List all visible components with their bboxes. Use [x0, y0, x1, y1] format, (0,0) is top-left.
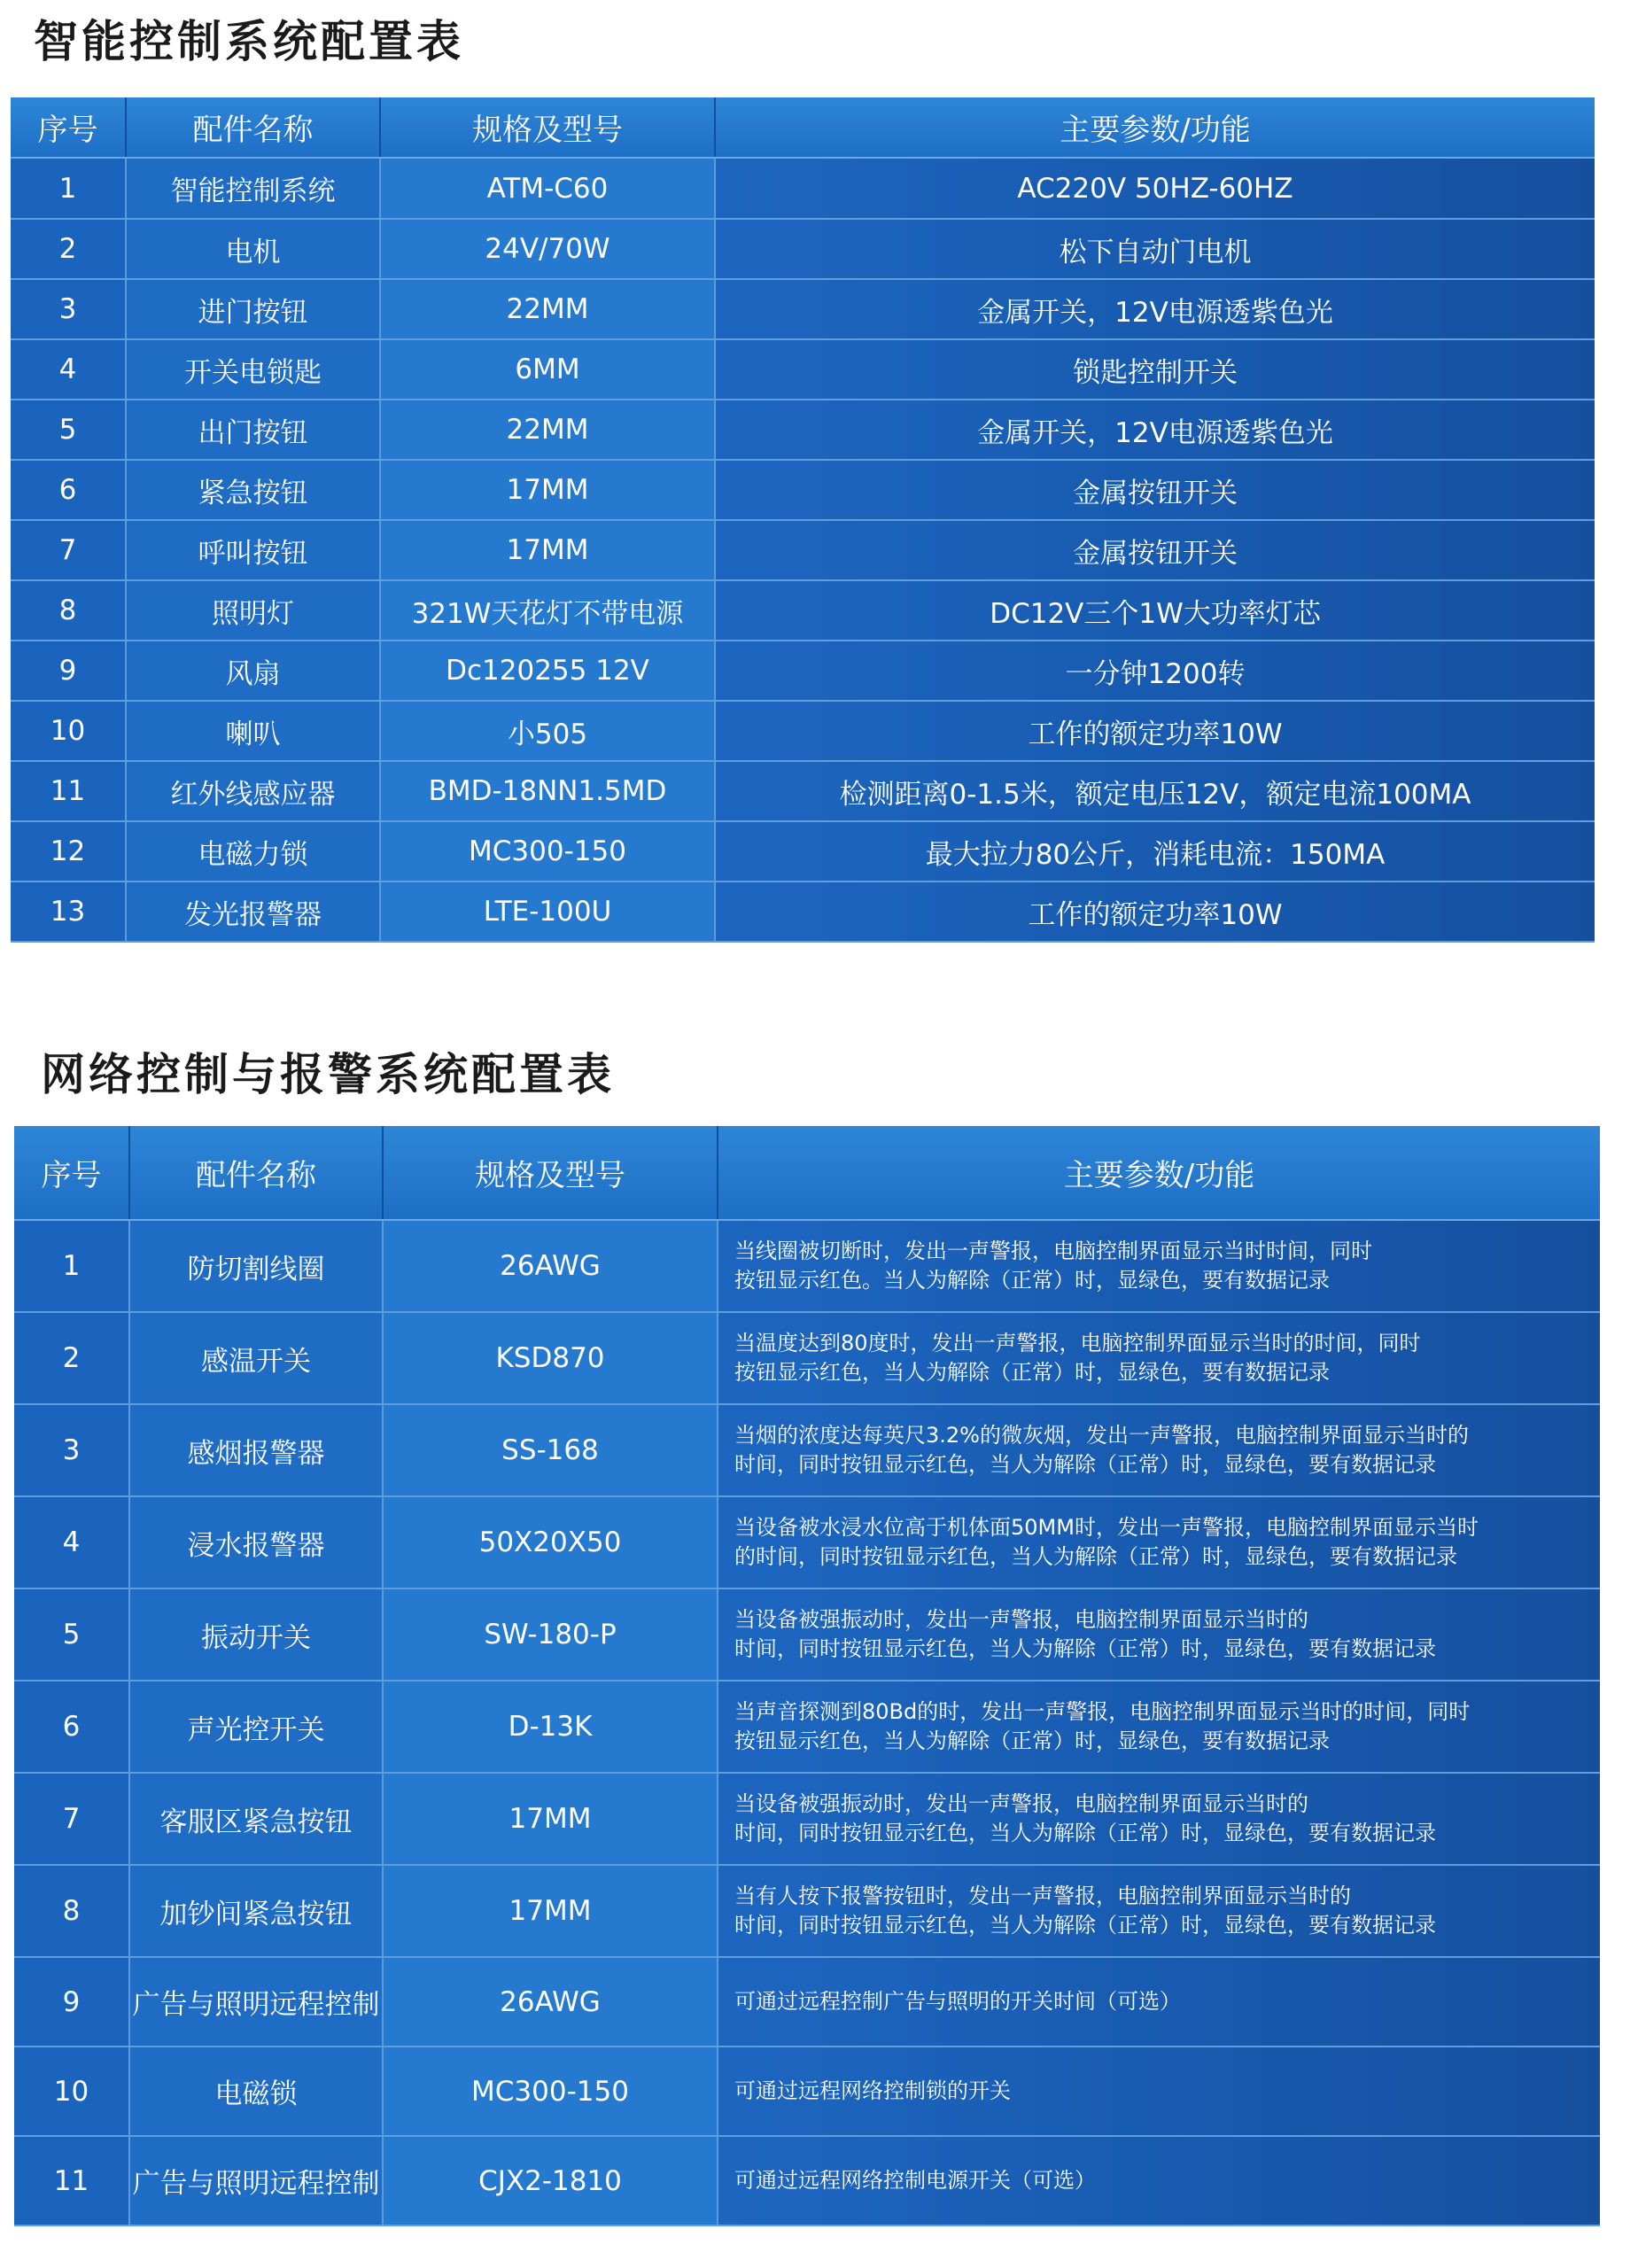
- row-model: 17MM: [380, 460, 715, 520]
- smart-control-config-table: [11, 97, 1595, 943]
- row-no: 1: [11, 158, 126, 219]
- row-params: 锁匙控制开关: [715, 339, 1595, 400]
- row-model: 17MM: [380, 520, 715, 580]
- row-params: 松下自动门电机: [715, 219, 1595, 279]
- param-line: 时间，同时按钮显示红色，当人为解除（正常）时，显绿色，要有数据记录: [734, 1821, 1436, 1845]
- row-model: D-13K: [383, 1681, 718, 1773]
- param-line: 按钮显示红色，当人为解除（正常）时，显绿色，要有数据记录: [734, 1728, 1330, 1753]
- row-params: [718, 1496, 1600, 1588]
- row-no: 9: [14, 1957, 129, 2047]
- param-line: 当设备被强振动时，发出一声警报，电脑控制界面显示当时的: [734, 1607, 1308, 1632]
- table-row: [11, 580, 1595, 641]
- table-row: [11, 460, 1595, 520]
- header-no: 序号: [14, 1126, 129, 1220]
- row-model: 22MM: [380, 400, 715, 460]
- table-row: [11, 400, 1595, 460]
- row-name: 发光报警器: [126, 882, 380, 942]
- param-line: 当声音探测到80Bd的时，发出一声警报，电脑控制界面显示当时的时间，同时: [734, 1699, 1471, 1724]
- param-line: 当线圈被切断时，发出一声警报，电脑控制界面显示当时时间，同时: [734, 1239, 1372, 1263]
- row-name: 进门按钮: [126, 279, 380, 339]
- row-no: 8: [11, 580, 126, 641]
- table-row: [11, 882, 1595, 942]
- table-row: [11, 520, 1595, 580]
- row-model: Dc120255 12V: [380, 641, 715, 701]
- row-name: 声光控开关: [129, 1681, 383, 1773]
- param-line: 可通过远程控制广告与照明的开关时间（可选）: [734, 1989, 1181, 2014]
- row-params: 一分钟1200转: [715, 641, 1595, 701]
- row-params: 检测距离0-1.5米，额定电压12V，额定电流100MA: [715, 761, 1595, 821]
- row-name: 加钞间紧急按钮: [129, 1865, 383, 1957]
- row-name: 电机: [126, 219, 380, 279]
- row-model: 17MM: [383, 1773, 718, 1865]
- row-no: 6: [14, 1681, 129, 1773]
- row-name: 振动开关: [129, 1588, 383, 1681]
- row-params: [718, 1220, 1600, 1312]
- row-no: 8: [14, 1865, 129, 1957]
- row-no: 2: [14, 1312, 129, 1404]
- row-model: ATM-C60: [380, 158, 715, 219]
- row-name: 电磁锁: [129, 2047, 383, 2136]
- row-params: 金属按钮开关: [715, 460, 1595, 520]
- section1-title: 智能控制系统配置表: [34, 16, 464, 67]
- row-no: 12: [11, 821, 126, 882]
- param-line: 当烟的浓度达每英尺3.2%的微灰烟，发出一声警报，电脑控制界面显示当时的: [734, 1423, 1469, 1448]
- row-no: 10: [11, 701, 126, 761]
- table-row: [14, 2136, 1600, 2225]
- header-params: 主要参数/功能: [715, 97, 1595, 158]
- row-name: 广告与照明远程控制: [129, 1957, 383, 2047]
- table-row: [14, 1957, 1600, 2047]
- param-line: 当设备被强振动时，发出一声警报，电脑控制界面显示当时的: [734, 1791, 1308, 1816]
- row-no: 1: [14, 1220, 129, 1312]
- table-row: [11, 279, 1595, 339]
- table-row: [14, 1773, 1600, 1865]
- table-row: [11, 821, 1595, 882]
- row-params: DC12V三个1W大功率灯芯: [715, 580, 1595, 641]
- row-params: AC220V 50HZ-60HZ: [715, 158, 1595, 219]
- row-params: [718, 1312, 1600, 1404]
- table-row: [14, 1312, 1600, 1404]
- row-params: [718, 2136, 1600, 2225]
- param-line: 按钮显示红色。当人为解除（正常）时，显绿色，要有数据记录: [734, 1268, 1330, 1293]
- param-line: 时间，同时按钮显示红色，当人为解除（正常）时，显绿色，要有数据记录: [734, 1452, 1436, 1477]
- table-row: [14, 1220, 1600, 1312]
- row-name: 浸水报警器: [129, 1496, 383, 1588]
- row-no: 7: [14, 1773, 129, 1865]
- row-name: 红外线感应器: [126, 761, 380, 821]
- row-model: 小505: [380, 701, 715, 761]
- row-model: KSD870: [383, 1312, 718, 1404]
- param-line: 可通过远程网络控制电源开关（可选）: [734, 2168, 1096, 2193]
- table-row: [14, 2047, 1600, 2136]
- row-params: [718, 1957, 1600, 2047]
- param-line: 时间，同时按钮显示红色，当人为解除（正常）时，显绿色，要有数据记录: [734, 1636, 1436, 1661]
- row-no: 5: [14, 1588, 129, 1681]
- table-row: [11, 339, 1595, 400]
- table-header-row: [14, 1126, 1600, 1220]
- row-no: 4: [14, 1496, 129, 1588]
- row-model: 26AWG: [383, 1220, 718, 1312]
- table-row: [14, 1588, 1600, 1681]
- header-model: 规格及型号: [380, 97, 715, 158]
- row-params: 工作的额定功率10W: [715, 701, 1595, 761]
- row-model: MC300-150: [380, 821, 715, 882]
- row-no: 10: [14, 2047, 129, 2136]
- row-name: 紧急按钮: [126, 460, 380, 520]
- row-no: 6: [11, 460, 126, 520]
- row-model: SS-168: [383, 1404, 718, 1496]
- table-header-row: [11, 97, 1595, 158]
- param-line: 当设备被水浸水位高于机体面50MM时，发出一声警报，电脑控制界面显示当时: [734, 1515, 1479, 1540]
- row-model: 321W天花灯不带电源: [380, 580, 715, 641]
- row-no: 9: [11, 641, 126, 701]
- row-no: 13: [11, 882, 126, 942]
- row-model: MC300-150: [383, 2047, 718, 2136]
- table-row: [11, 158, 1595, 219]
- row-no: 3: [11, 279, 126, 339]
- row-name: 感温开关: [129, 1312, 383, 1404]
- row-model: LTE-100U: [380, 882, 715, 942]
- row-name: 防切割线圈: [129, 1220, 383, 1312]
- row-params: 工作的额定功率10W: [715, 882, 1595, 942]
- table-row: [14, 1496, 1600, 1588]
- row-model: 24V/70W: [380, 219, 715, 279]
- row-name: 出门按钮: [126, 400, 380, 460]
- row-no: 11: [11, 761, 126, 821]
- row-params: [718, 1404, 1600, 1496]
- row-model: 50X20X50: [383, 1496, 718, 1588]
- header-no: 序号: [11, 97, 126, 158]
- param-line: 当温度达到80度时，发出一声警报，电脑控制界面显示当时的时间，同时: [734, 1331, 1421, 1355]
- row-params: 最大拉力80公斤，消耗电流：150MA: [715, 821, 1595, 882]
- row-no: 5: [11, 400, 126, 460]
- param-line: 时间，同时按钮显示红色，当人为解除（正常）时，显绿色，要有数据记录: [734, 1913, 1436, 1938]
- row-params: 金属开关，12V电源透紫色光: [715, 400, 1595, 460]
- row-no: 4: [11, 339, 126, 400]
- row-model: 26AWG: [383, 1957, 718, 2047]
- row-model: 17MM: [383, 1865, 718, 1957]
- param-line: 可通过远程网络控制锁的开关: [734, 2078, 1011, 2103]
- header-name: 配件名称: [129, 1126, 383, 1220]
- row-params: [718, 2047, 1600, 2136]
- row-name: 风扇: [126, 641, 380, 701]
- header-params: 主要参数/功能: [718, 1126, 1600, 1220]
- table-row: [11, 641, 1595, 701]
- table-row: [14, 1404, 1600, 1496]
- row-model: CJX2-1810: [383, 2136, 718, 2225]
- header-name: 配件名称: [126, 97, 380, 158]
- row-name: 广告与照明远程控制: [129, 2136, 383, 2225]
- row-no: 7: [11, 520, 126, 580]
- row-name: 客服区紧急按钮: [129, 1773, 383, 1865]
- param-line: 当有人按下报警按钮时，发出一声警报，电脑控制界面显示当时的: [734, 1884, 1351, 1908]
- row-model: 22MM: [380, 279, 715, 339]
- row-name: 开关电锁匙: [126, 339, 380, 400]
- header-model: 规格及型号: [383, 1126, 718, 1220]
- row-no: 11: [14, 2136, 129, 2225]
- network-alarm-config-table: [14, 1126, 1600, 2226]
- table-row: [11, 701, 1595, 761]
- param-line: 按钮显示红色，当人为解除（正常）时，显绿色，要有数据记录: [734, 1360, 1330, 1385]
- row-name: 喇叭: [126, 701, 380, 761]
- row-params: 金属开关，12V电源透紫色光: [715, 279, 1595, 339]
- row-params: [718, 1681, 1600, 1773]
- row-name: 照明灯: [126, 580, 380, 641]
- row-params: [718, 1588, 1600, 1681]
- table-row: [14, 1681, 1600, 1773]
- table-row: [11, 219, 1595, 279]
- row-model: BMD-18NN1.5MD: [380, 761, 715, 821]
- row-model: SW-180-P: [383, 1588, 718, 1681]
- table-row: [14, 1865, 1600, 1957]
- row-no: 2: [11, 219, 126, 279]
- row-name: 电磁力锁: [126, 821, 380, 882]
- section2-title: 网络控制与报警系统配置表: [41, 1049, 615, 1100]
- param-line: 的时间，同时按钮显示红色，当人为解除（正常）时，显绿色，要有数据记录: [734, 1544, 1457, 1569]
- row-params: 金属按钮开关: [715, 520, 1595, 580]
- row-name: 智能控制系统: [126, 158, 380, 219]
- row-model: 6MM: [380, 339, 715, 400]
- row-name: 感烟报警器: [129, 1404, 383, 1496]
- table-row: [11, 761, 1595, 821]
- row-no: 3: [14, 1404, 129, 1496]
- row-params: [718, 1865, 1600, 1957]
- row-name: 呼叫按钮: [126, 520, 380, 580]
- row-params: [718, 1773, 1600, 1865]
